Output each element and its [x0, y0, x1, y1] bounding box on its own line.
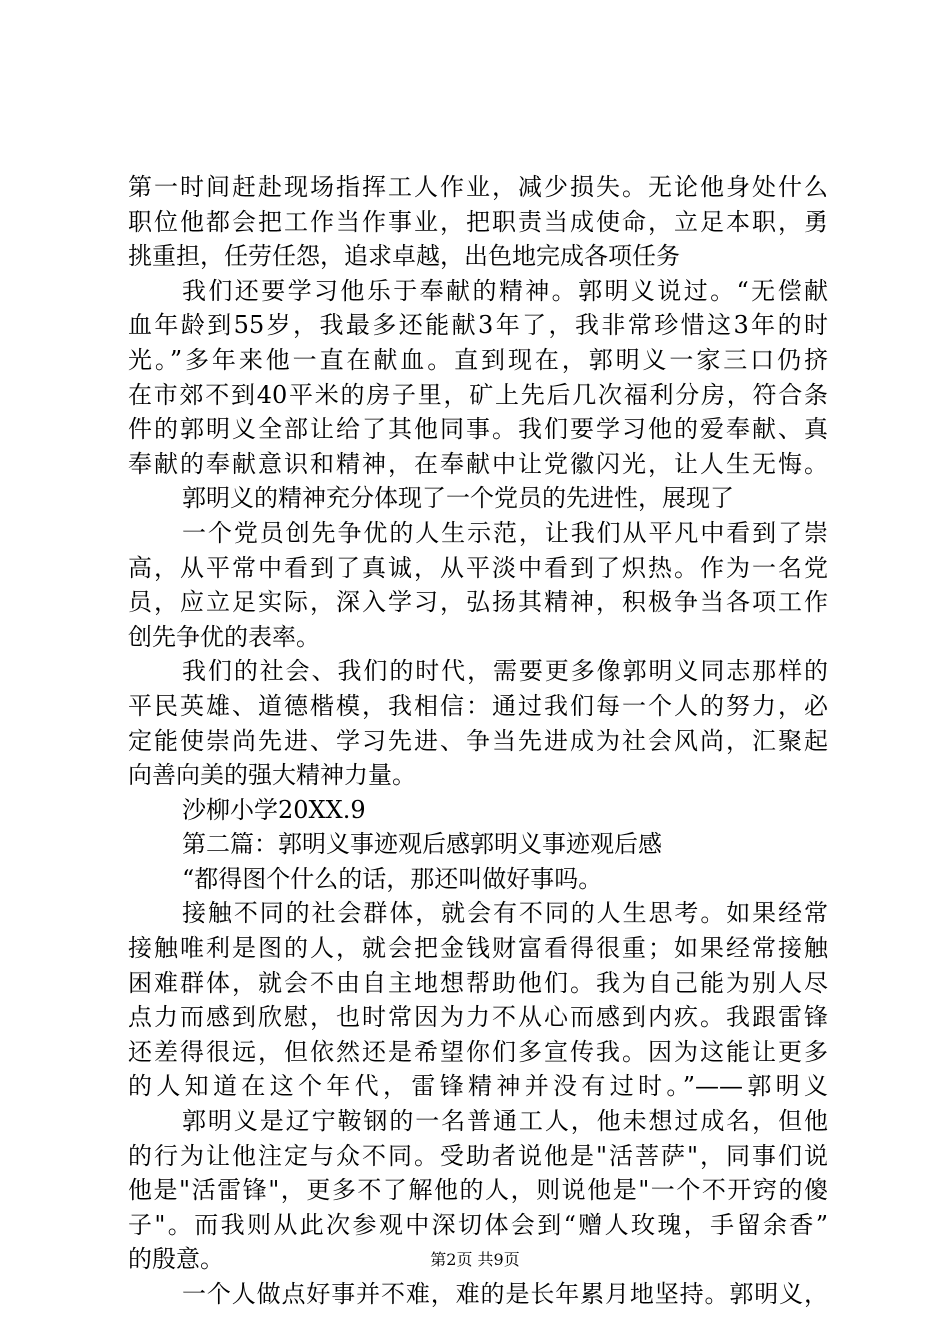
text-line: 定能使崇尚先进、学习先进、争当先进成为社会风尚，汇聚起 — [128, 726, 828, 755]
text-line: 的行为让他注定与众不同。受助者说他是"活菩萨"，同事们说 — [128, 1141, 828, 1170]
text-line: 他是"活雷锋"，更多不了解他的人，则说他是"一个不开窍的傻 — [128, 1176, 828, 1205]
text-line: 第一时间赶赴现场指挥工人作业，减少损失。无论他身处什么 — [128, 173, 828, 201]
text-line: 奉献的奉献意识和精神，在奉献中让党徽闪光，让人生无悔。 — [128, 449, 828, 478]
text-line: 郭明义的精神充分体现了一个党员的先进性，展现了 — [182, 484, 734, 513]
text-line: 接触不同的社会群体，就会有不同的人生思考。如果经常 — [182, 899, 828, 928]
text-line: 还差得很远，但依然还是希望你们多宣传我。因为这能让更多 — [128, 1037, 828, 1066]
text-line: 接触唯利是图的人，就会把金钱财富看得很重；如果经常接触 — [128, 934, 828, 963]
text-line: 创先争优的表率。 — [128, 622, 320, 651]
text-line: 光。”多年来他一直在献血。直到现在，郭明义一家三口仍挤 — [128, 345, 828, 374]
text-line: 我们的社会、我们的时代，需要更多像郭明义同志那样的 — [182, 657, 828, 686]
text-line: 第二篇：郭明义事迹观后感郭明义事迹观后感 — [182, 830, 662, 859]
text-line: 件的郭明义全部让给了其他同事。我们要学习他的爱奉献、真 — [128, 415, 828, 444]
text-line: 的殷意。 — [128, 1245, 224, 1274]
text-line: 困难群体，就会不由自主地想帮助他们。我为自己能为别人尽 — [128, 968, 828, 997]
text-line: 一个党员创先争优的人生示范，让我们从平凡中看到了崇 — [182, 518, 828, 547]
text-line: 高，从平常中看到了真诚，从平淡中看到了炽热。作为一名党 — [128, 553, 828, 582]
text-line: 沙柳小学20XX.9 — [182, 795, 366, 824]
text-line: 一个人做点好事并不难，难的是长年累月地坚持。郭明义， — [182, 1280, 828, 1308]
document-body — [128, 170, 828, 1312]
text-line: 的人知道在这个年代，雷锋精神并没有过时。”——郭明义 — [128, 1072, 828, 1101]
text-line: “都得图个什么的话，那还叫做好事吗。 — [182, 864, 603, 893]
page-footer: 第2页 共9页 — [430, 1250, 520, 1269]
text-line: 员，应立足实际，深入学习，弘扬其精神，积极争当各项工作 — [128, 588, 828, 617]
text-line: 我们还要学习他乐于奉献的精神。郭明义说过。“无偿献 — [182, 276, 828, 305]
text-line: 挑重担，任劳任怨，追求卓越，出色地完成各项任务 — [128, 242, 680, 271]
text-line: 血年龄到55岁，我最多还能献3年了，我非常珍惜这3年的时 — [128, 311, 828, 340]
text-line: 职位他都会把工作当作事业，把职责当成使命，立足本职，勇 — [128, 207, 828, 236]
text-line: 向善向美的强大精神力量。 — [128, 761, 416, 790]
text-line: 郭明义是辽宁鞍钢的一名普通工人，他未想过成名，但他 — [182, 1107, 828, 1136]
text-line: 点力而感到欣慰，也时常因为力不从心而感到内疚。我跟雷锋 — [128, 1003, 828, 1032]
text-line: 平民英雄、道德楷模，我相信：通过我们每一个人的努力，必 — [128, 691, 828, 720]
text-line: 子"。而我则从此次参观中深切体会到“赠人玫瑰，手留余香” — [128, 1210, 828, 1239]
text-line: 在市郊不到40平米的房子里，矿上先后几次福利分房，符合条 — [128, 380, 828, 409]
